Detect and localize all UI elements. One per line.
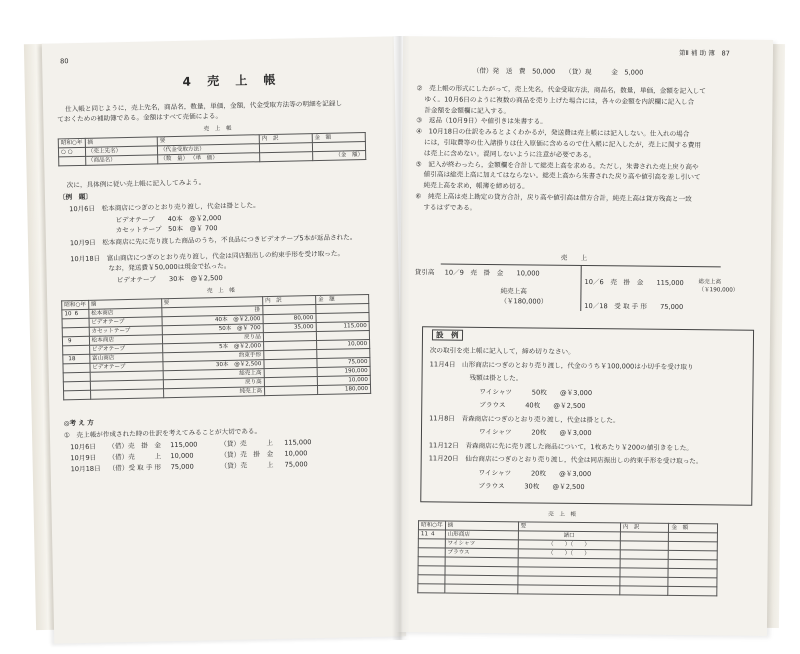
table-cell (90, 389, 163, 400)
practice-line: ワイシャツ 20枚 @￥3,000 (478, 468, 592, 478)
table-cell: 諸口 (518, 531, 620, 541)
t1-h-desc: 摘 (85, 137, 158, 148)
t1-cell: （代金受取方法） (157, 144, 259, 155)
table-cell (64, 390, 91, 400)
ledger-gross-amount: （￥190,000） (698, 287, 739, 294)
mid-text: 次に，具体例に従い売上帳に記入してみよう。 (66, 178, 206, 190)
table1-title: 売 上 帳 (203, 125, 232, 133)
table-cell (418, 539, 445, 548)
table-cell (517, 585, 619, 595)
explanation-line: 計金額を金額欄に記入する。 (424, 105, 511, 115)
practice-line: 次の取引を売上帳に記入して，締め切りなさい。 (429, 346, 575, 356)
table-cell (418, 557, 445, 566)
ledger-debit-line: 10／9 売 掛 金 10,000 (444, 268, 540, 278)
example-label: 〔例 題〕 (58, 192, 93, 202)
practice-label: 設 例 (432, 329, 463, 341)
journal-date: 10月6日 (70, 442, 97, 452)
journal-cr: （貸）売 上 (220, 460, 274, 471)
example-3-item: ビデオテープ 30本 @￥2,500 (116, 274, 223, 285)
example-1-item-2: カセットテープ 50本 @￥ 700 (115, 224, 218, 235)
table-cell (418, 584, 445, 593)
t1-cell: （金 額） (312, 150, 366, 160)
table-cell: 純売上高 (163, 387, 264, 398)
right-page (397, 36, 773, 636)
row-day: 4 (431, 530, 435, 537)
table-cell: ビデオテープ (89, 344, 162, 355)
row-day: 18 (68, 355, 76, 362)
table-cell: ビデオテープ (90, 362, 163, 373)
think-label: ◎考 え 方 (63, 418, 94, 428)
book-spine-shadow (392, 36, 410, 640)
t3-h-date: 昭和○年 (418, 521, 445, 530)
left-page (42, 36, 406, 643)
ledger-credit-line-1: 10／6 売 掛 金 115,000 (584, 277, 684, 288)
explanation-line: 値引高は総売上高に加えてはならない。総売上高から朱書された戻り高や値引高を差し引いて (423, 170, 701, 182)
table-cell: 戻り品 (162, 333, 263, 344)
table-cell (620, 568, 669, 578)
ledger-center-line (580, 265, 581, 311)
row-month: 11 (420, 530, 429, 537)
table-cell (418, 575, 445, 584)
practice-line: 11月8日 青森商店につぎのとおり売り渡し，代金は掛とした。 (429, 413, 620, 424)
journal-cr-amt: 115,000 (284, 438, 312, 447)
table-cell (418, 548, 445, 557)
think-1: ① 売上帳が作成された時の仕訳を考えてみることが大切である。 (63, 427, 262, 440)
journal-date: 10月18日 (70, 464, 101, 474)
t1-cell: （売上先名） (85, 146, 158, 157)
journal-dr: （借）受 取 手 形 (108, 463, 162, 473)
table-cell: 190,000 (317, 366, 370, 376)
practice-line: 11月12日 青森商店に先に売り渡した商品について，1枚あたり￥200の値引きをした。 (428, 440, 693, 452)
table2-title: 売 上 帳 (206, 287, 236, 295)
practice-line: 11月4日 山形商店につぎのとおり売り渡し，代金のうち￥100,000は小切手を受け取り (429, 359, 694, 371)
table-cell: 松本商店 (88, 308, 161, 319)
t3-h-note: 要 (518, 522, 620, 532)
table-cell: 30本 @￥2,500 (163, 360, 264, 371)
table-cell: 松本商店 (89, 335, 162, 346)
explanation-line: には，引取費等の仕入諸掛りは仕入原価に含めるので仕入帳に記入したが，売上に関する費用 (423, 138, 701, 150)
table-cell (418, 566, 445, 575)
table-cell: 総売上高 (163, 369, 264, 380)
t3-h-desc: 摘 (445, 521, 518, 531)
t1-cell: ○ ○ (58, 147, 85, 157)
journal-cr-amt: 10,000 (284, 449, 308, 458)
row-day: 9 (67, 337, 72, 344)
table-cell: 山形商店 (445, 530, 518, 540)
table-cell: 約束手形 (162, 351, 263, 362)
table-cell: 富山商店 (89, 353, 162, 364)
table-cell: 115,000 (316, 321, 369, 331)
top-journal-line: （借）発 送 費 50,000 （貸）現 金 5,000 (472, 66, 644, 77)
ledger-left-label: 貸引高 (414, 268, 435, 277)
table-cell: 75,000 (317, 357, 370, 367)
table-cell (620, 559, 669, 569)
journal-dr: （借）売 上 (108, 452, 162, 462)
journal-cr: （貸）売 掛 金 (220, 449, 274, 460)
example-3-line-1: 10月18日 富山商店につぎのとおり売り渡し，代金は同店振出しの約束手形を受け取った。 (70, 249, 345, 264)
practice-line: 11月20日 仙台商店につぎのとおり売り渡し，代金は同店振出しの約束手形を受け取った。 (428, 454, 703, 466)
table-row-empty (418, 584, 717, 596)
t2-h-date: 昭和○年 (62, 300, 89, 310)
table-cell (444, 584, 517, 594)
practice-sales-book-table (417, 520, 718, 596)
practice-line: 残額は掛とした。 (469, 373, 523, 383)
intro-line-1: 仕入帳と同じように，売上先名，商品名，数量，単価，金額，代金受取方法等の明細を記録し (65, 99, 343, 114)
table-cell: ブラウス (445, 548, 518, 558)
explanation-line: ゆく。10月6日のように複数の商品を売り上げた場合には，各々の金額を内訳欄に記入し合 (424, 95, 695, 106)
table-cell: 180,000 (317, 384, 370, 394)
table-cell: 5本 @￥2,000 (162, 342, 263, 353)
table-cell (418, 530, 445, 539)
ledger-title: 売 上 (560, 253, 588, 263)
table-cell (264, 386, 317, 396)
example-3-line-2: なお，発送費￥50,000は現金で払った。 (108, 261, 231, 273)
explanation-line: ③ 返品（10月9日）や値引きは朱書する。 (416, 116, 547, 126)
t2-h-amt: 金 額 (315, 294, 368, 304)
t1-h-date: 昭和○年 (58, 138, 85, 148)
t1-cell: （数 量） （単 価） (158, 153, 260, 164)
explanation-list (415, 84, 766, 217)
intro-line-2: ておくための補助簿である。金額はすべて売価による。 (57, 111, 223, 124)
explanation-line: するはずである。 (423, 203, 477, 212)
ledger-net-amount: （￥180,000） (500, 297, 548, 306)
table-cell: 50本 @￥ 700 (162, 324, 263, 335)
example-1: 10月6日 松本商店につぎのとおり売り渡し，代金は掛とした。 (69, 201, 260, 214)
practice-line: ブラウス 30枚 @￥2,500 (478, 481, 585, 492)
table-cell (620, 541, 669, 551)
table3-title: 売 上 帳 (548, 511, 577, 518)
ledger-net-label: 純売上高 (500, 287, 527, 296)
table-cell: （ ）（ ） (518, 549, 620, 559)
table-cell (620, 550, 669, 560)
table-cell (620, 586, 669, 596)
explanation-line: ⑥ 純売上高は売上勘定の貸方合計，戻り高や値引高は借方合計，純売上高は貸方残高と一致 (415, 192, 692, 204)
practice-line: ブラウス 40枚 @￥2,500 (479, 400, 586, 411)
practice-text (428, 346, 750, 498)
table-cell: 35,000 (263, 323, 316, 333)
practice-line: ワイシャツ 20枚 @￥3,000 (478, 427, 592, 438)
sales-book-example-table (61, 294, 371, 400)
journal-dr: （借）売 掛 金 (108, 441, 162, 451)
left-page-number: 80 (60, 57, 69, 66)
table-cell (668, 586, 717, 596)
journal-entries (70, 437, 391, 477)
t1-cell (59, 156, 86, 166)
explanation-line: は売上に含めない。混同しないように注意が必要である。 (423, 149, 596, 159)
t1-h-inner: 内 訳 (259, 134, 312, 144)
journal-cr-amt: 75,000 (284, 460, 308, 469)
section-heading: 4 売 上 帳 (182, 72, 282, 89)
t3-h-inner: 内 訳 (620, 523, 669, 533)
sales-book-template-table (58, 132, 367, 166)
t2-h-inner: 内 訳 (262, 296, 315, 306)
table-cell: ワイシャツ (445, 539, 518, 549)
row-month: 10 (64, 310, 72, 317)
journal-date: 10月9日 (70, 453, 97, 463)
practice-line: ワイシャツ 50枚 @￥3,000 (479, 387, 593, 397)
table-cell: （ ）（ ） (518, 540, 620, 550)
example-1-item-1: ビデオテープ 40本 @￥2,000 (115, 214, 222, 225)
journal-cr: （貸）売 上 (220, 438, 274, 449)
explanation-line: ② 売上帳の形式にしたがって，売上先名，代金受取方法，商品名，数量，単価，金額を記入して (416, 84, 706, 96)
journal-dr-amt: 115,000 (170, 440, 198, 450)
table-cell (668, 577, 717, 587)
table-cell: 10,000 (317, 375, 370, 385)
ledger-gross-label: 総売上高 (698, 279, 721, 286)
table-cell: 戻り高 (163, 378, 264, 389)
table-cell: 40本 @￥2,000 (162, 315, 263, 326)
explanation-line: ④ 10月18日の仕訳をみるとよくわかるが，発送費は売上帳には記入しない。仕入れの場合 (416, 127, 690, 139)
t1-cell: （商品名） (85, 155, 158, 166)
explanation-line: 純売上高を求め，帳簿を締め切る。 (423, 181, 529, 191)
journal-dr-amt: 75,000 (170, 462, 194, 472)
example-2: 10月9日 松本商店に先に売り渡した商品のうち，不良品につきビデオテープ5本が返品された。 (69, 233, 357, 248)
t1-h-amt: 金 額 (312, 132, 366, 142)
row-day: 6 (74, 310, 79, 317)
ledger-credit-line-2: 10／18 受 取 手 形 75,000 (584, 301, 684, 312)
table-cell: カセットテープ (89, 326, 162, 337)
t1-cell (260, 152, 313, 162)
t2-h-note: 要 (161, 297, 262, 308)
table-cell: 80,000 (263, 314, 316, 324)
explanation-line: ⑤ 記入が終わったら，金額欄を合計して総売上高を求める。ただし，朱書された売上戻り高や (415, 159, 699, 171)
t1-h-note: 要 (157, 135, 259, 146)
table-cell (620, 532, 669, 542)
table-cell: 10,000 (316, 339, 369, 349)
table-cell: ビデオテープ (89, 317, 162, 328)
right-page-header: 第Ⅱ 補 助 簿 87 (678, 48, 730, 58)
t2-h-desc: 摘 (88, 299, 161, 310)
table-cell: 掛 (161, 306, 262, 317)
journal-dr-amt: 10,000 (170, 451, 194, 461)
t3-h-amt: 金 額 (669, 523, 718, 533)
